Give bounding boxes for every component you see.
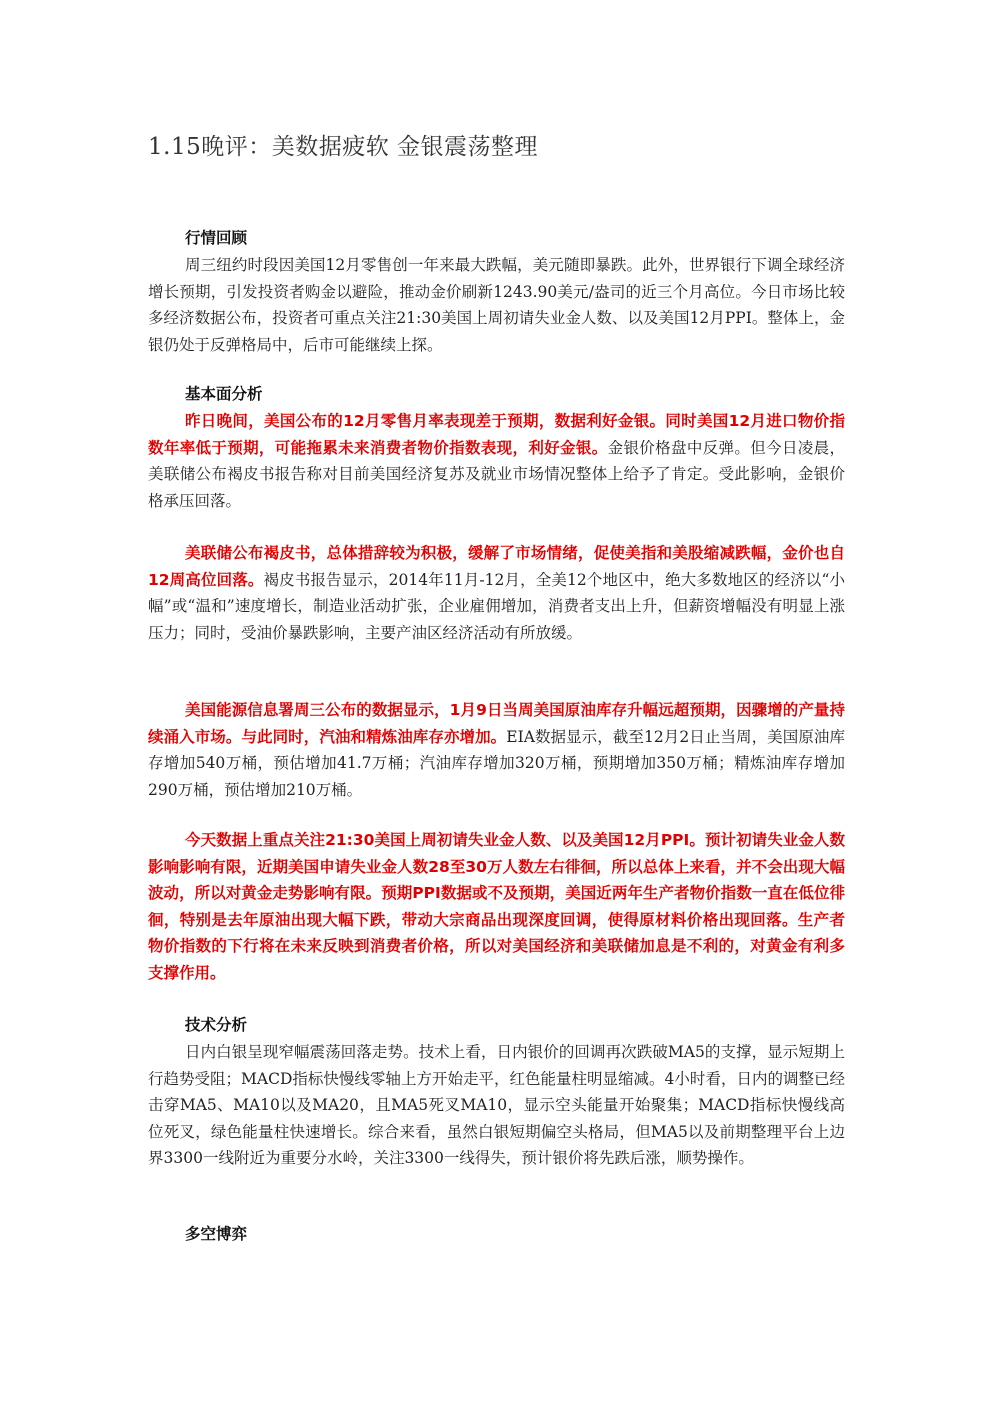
section-game (148, 1221, 845, 1248)
highlight-text: 美联储公布褐皮书，总体措辞较为积极，缓解了市场情绪，促使美指和美股缩减跌幅，金价也自12周高位回落。 (148, 544, 845, 589)
paragraph-fundamental-2 (148, 540, 845, 646)
highlight-text: 美国能源信息署周三公布的数据显示，1月9日当周美国原油库存升幅远超预期，因骤增的产量持续涌入市场。与此同时，汽油和精炼油库存亦增加。 (148, 701, 845, 746)
body-text: EIA数据显示，截至12月2日止当周，美国原油库存增加540万桶，预估增加41.7万桶；汽油库存增加320万桶，预期增加350万桶；精炼油库存增加290万桶，预估增加210万桶。 (148, 727, 845, 799)
highlight-text: 昨日晚间，美国公布的12月零售月率表现差于预期，数据利好金银。同时美国12月进口物价指数年率低于预期，可能拖累未来消费者物价指数表现，利好金银。 (148, 412, 845, 457)
heading-fundamental: 基本面分析 (185, 385, 263, 403)
heading-game: 多空博弈 (185, 1225, 248, 1243)
body-text: 金银价格盘中反弹。但今日凌晨，美联储公布褐皮书报告称对目前美国经济复苏及就业市场情况整体上给予了肯定。受此影响，金银价格承压回落。 (148, 438, 845, 510)
highlight-text: 今天数据上重点关注21:30美国上周初请失业金人数、以及美国12月PPI。预计初请失业金人数影响影响有限，近期美国申请失业金人数28至30万人数左右徘徊，所以总体上来看，并不会出现大幅波动，所以对黄金走势影响有限。预期PPI数据或不及预期，美国近两年生产者物价指数一直在低位徘徊，特别是去年原油出现大幅下跌，带动大宗商品出现深度回调，使得原材料价格出现回落。生产者物价指数的下行将在未来反映到消费者价格，所以对美国经济和美联储加息是不利的，对黄金有利多支撑作用。 (148, 831, 845, 982)
section-review (148, 225, 845, 358)
section-fundamental-2 (148, 540, 845, 646)
section-fundamental-3 (148, 697, 845, 803)
paragraph-fundamental-3 (148, 697, 845, 803)
body-text: 褐皮书报告显示，2014年11月-12月，全美12个地区中，绝大多数地区的经济以“小幅”或“温和”速度增长，制造业活动扩张，企业雇佣增加，消费者支出上升，但薪资增幅没有明显上涨压力；同时，受油价暴跌影响，主要产油区经济活动有所放缓。 (148, 570, 846, 642)
paragraph-fundamental-1 (148, 408, 845, 514)
paragraph-technical: 日内白银呈现窄幅震荡回落走势。技术上看，日内银价的回调再次跌破MA5的支撑，显示短期上行趋势受阻；MACD指标快慢线零轴上方开始走平，红色能量柱明显缩减。4小时看，日内的调整已经击穿MA5、MA10以及MA20，且MA5死叉MA10，显示空头能量开始聚集；MACD指标快慢线高位死叉，绿色能量柱快速增长。综合来看，虽然白银短期偏空头格局，但MA5以及前期整理平台上边界3300一线附近为重要分水岭，关注3300一线得失，预计银价将先跌后涨，顺势操作。 (148, 1043, 845, 1167)
section-fundamental-4 (148, 827, 845, 986)
page-title: 1.15晚评：美数据疲软 金银震荡整理 (148, 134, 539, 160)
section-fundamental (148, 381, 845, 514)
paragraph-fundamental-4 (148, 827, 845, 986)
heading-review: 行情回顾 (185, 229, 248, 247)
section-technical (148, 1012, 845, 1172)
heading-technical: 技术分析 (185, 1016, 248, 1034)
paragraph-review: 周三纽约时段因美国12月零售创一年来最大跌幅，美元随即暴跌。此外，世界银行下调全球经济增长预期，引发投资者购金以避险，推动金价刷新1243.90美元/盎司的近三个月高位。今日市场比较多经济数据公布，投资者可重点关注21:30美国上周初请失业金人数、以及美国12月PPI。整体上，金银仍处于反弹格局中，后市可能继续上探。 (148, 256, 845, 354)
